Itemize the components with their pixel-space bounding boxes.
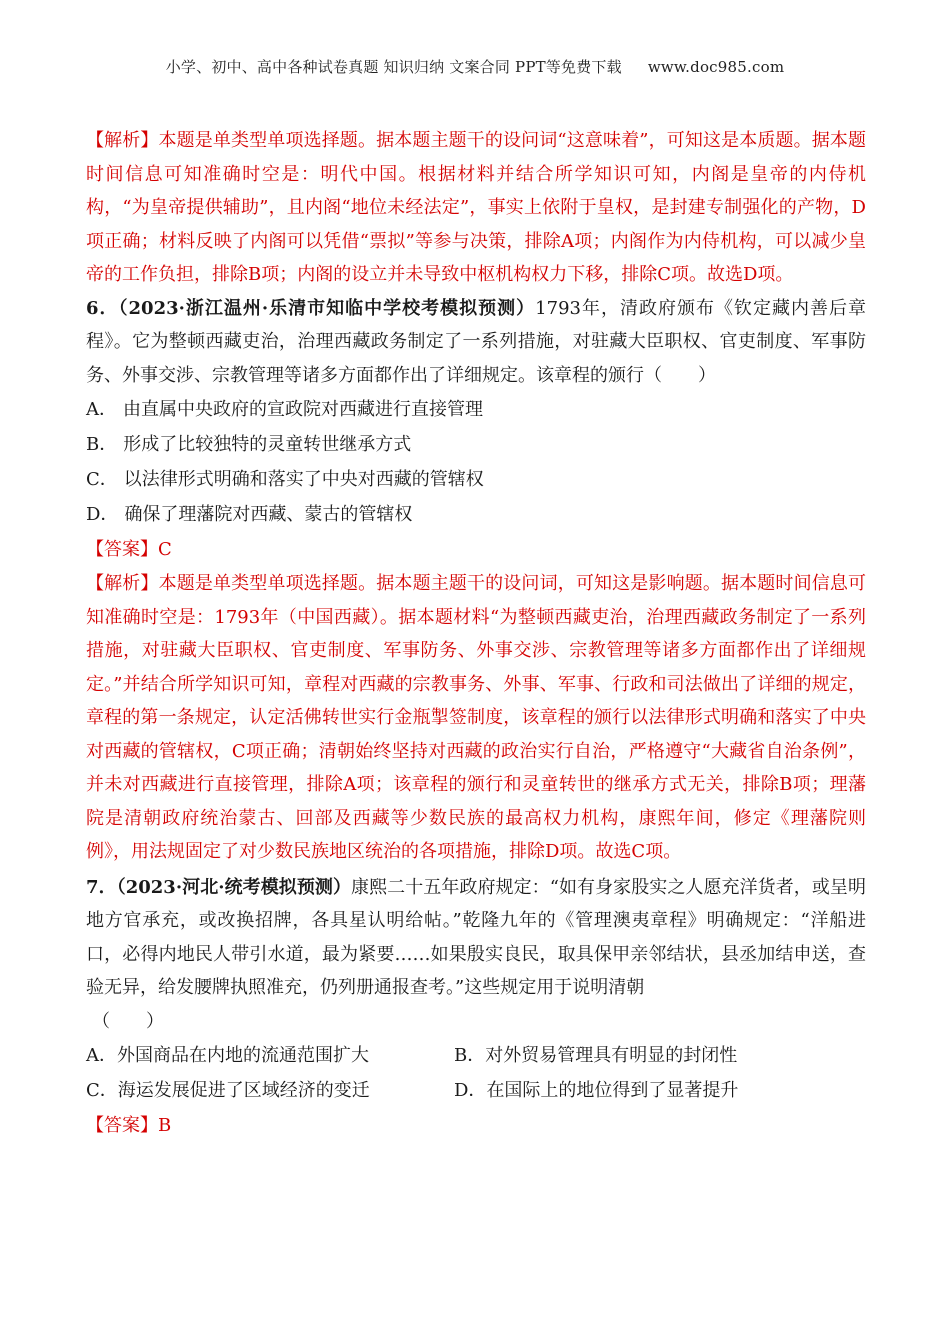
analysis-q5: [86, 124, 866, 292]
analysis-q6: [86, 567, 866, 869]
answer-value: B: [158, 1115, 172, 1136]
q7-option-b: B．对外贸易管理具有明显的封闭性: [454, 1045, 738, 1066]
header-text: 小学、初中、高中各种试卷真题 知识归纳 文案合同 PPT等免费下载: [165, 58, 622, 76]
q7-option-c: C．海运发展促进了区域经济的变迁: [86, 1080, 370, 1101]
answer-tag: 【答案】: [86, 539, 158, 560]
q6-option-b: B． 形成了比较独特的灵童转世继承方式: [86, 434, 412, 455]
question-text: 1793年，清政府颁布《钦定藏内善后章程》。它为整顿西藏吏治，治理西藏政务制定了一系列措施，对驻藏大臣职权、官吏制度、军事防务、外事交涉、宗教管理等诸多方面都作出了详细规定。该章程的颁行（ ）: [86, 297, 866, 386]
answer-value: C: [158, 539, 172, 560]
question-6-stem: [86, 292, 866, 393]
q6-answer: [86, 532, 866, 567]
question-7-stem: [86, 871, 866, 1005]
page-header: [0, 56, 950, 77]
answer-tag: 【答案】: [86, 1115, 158, 1136]
q7-option-d: D．在国际上的地位得到了显著提升: [454, 1080, 739, 1101]
analysis-tag: 【解析】: [86, 573, 159, 594]
q7-answer: [86, 1108, 866, 1143]
document-body: [86, 124, 866, 1143]
q7-options-row-1: [86, 1038, 866, 1073]
header-site-link[interactable]: www.doc985.com: [647, 58, 785, 76]
q7-options-row-2: [86, 1073, 866, 1108]
question-number: 6．: [86, 297, 119, 319]
analysis-text: 本题是单类型单项选择题。据本题主题干的设问词“这意味着”，可知这是本质题。据本题时间信息可知准确时空是：明代中国。根据材料并结合所学知识可知，内阁是皇帝的内侍机构，“为皇帝提供辅助”，且内阁“地位未经法定”，事实上依附于皇权，是封建专制强化的产物，D项正确；材料反映了内阁可以凭借“票拟”等参与决策，排除A项；内阁作为内侍机构，可以减少皇帝的工作负担，排除B项；内阁的设立并未导致中枢机构权力下移，排除C项。故选D项。: [86, 130, 867, 285]
analysis-text: 本题是单类型单项选择题。据本题主题干的设问词，可知这是影响题。据本题时间信息可知准确时空是：1793年（中国西藏）。据本题材料“为整顿西藏吏治，治理西藏政务制定了一系列措施，对驻藏大臣职权、官吏制度、军事防务、外事交涉、宗教管理等诸多方面都作出了详细规定。”并结合所学知识可知，章程对西藏的宗教事务、外事、军事、行政和司法做出了详细的规定，章程的第一条规定，认定活佛转世实行金瓶掣签制度，该章程的颁行以法律形式明确和落实了中央对西藏的管辖权，C项正确；清朝始终坚持对西藏的政治实行自治，严格遵守“大藏省自治条例”，并未对西藏进行直接管理，排除A项；该章程的颁行和灵童转世的继承方式无关，排除B项；理藩院是清朝政府统治蒙古、回部及西藏等少数民族的最高权力机构，康熙年间，修定《理藩院则例》，用法规固定了对少数民族地区统治的各项措施，排除D项。故选C项。: [86, 573, 867, 862]
question-source: （2023·河北·统考模拟预测）: [116, 876, 352, 898]
q7-option-a: A．外国商品在内地的流通范围扩大: [86, 1045, 369, 1066]
question-number: 7．: [86, 876, 117, 898]
q6-option-a: A． 由直属中央政府的宣政院对西藏进行直接管理: [86, 399, 483, 420]
question-text: 康熙二十五年政府规定：“如有身家股实之人愿充洋货者，或呈明地方官承充，或改换招牌，各具星认明给帖。”乾隆九年的《管理澳夷章程》明确规定：“洋船进口，必得内地民人带引水道，最为紧要……如果殷实良民，取具保甲亲邻结状，县丞加结申送，查验无异，给发腰牌执照准充，仍列册通报查考。”这些规定用于说明清朝: [86, 876, 866, 998]
q6-option-c: C． 以法律形式明确和落实了中央对西藏的管辖权: [86, 469, 484, 490]
q7-answer-blank: （ ）: [92, 1010, 164, 1032]
analysis-tag: 【解析】: [86, 130, 159, 151]
question-source: （2023·浙江温州·乐清市知临中学校考模拟预测）: [118, 297, 536, 319]
q6-option-d: D． 确保了理藩院对西藏、蒙古的管辖权: [86, 504, 413, 525]
